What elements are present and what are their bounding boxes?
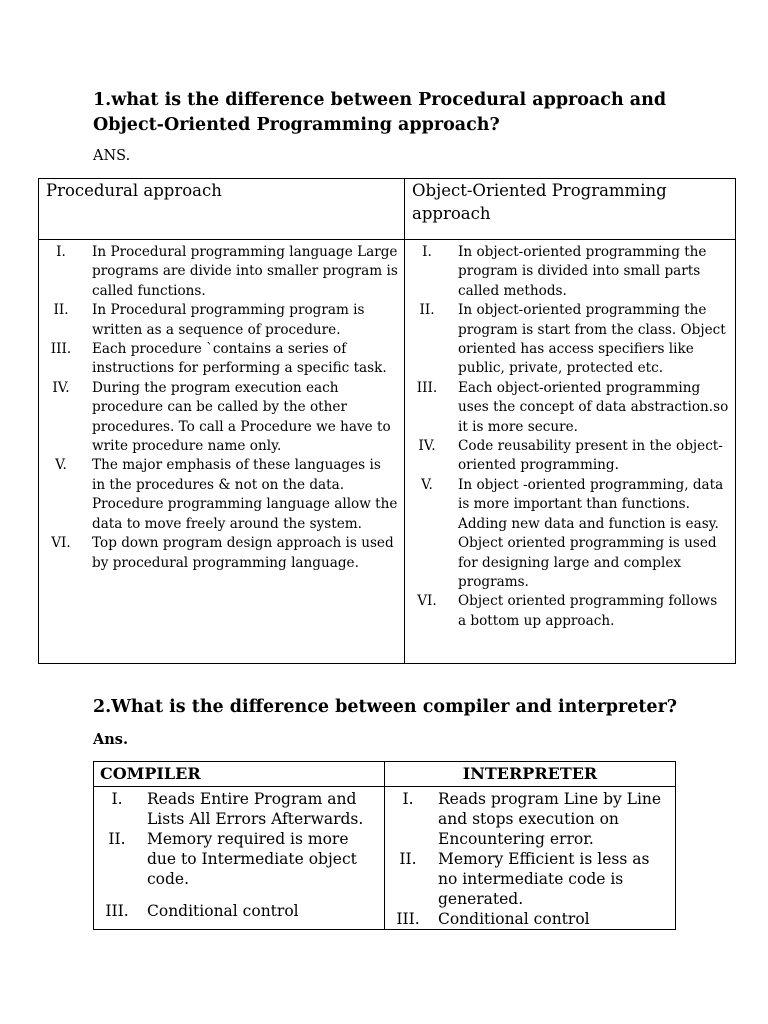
item-number: III.	[105, 902, 129, 920]
procedural-list	[39, 243, 404, 573]
item-text: In Procedural programming program is written as a sequence of procedure.	[92, 302, 365, 338]
compiler-header: COMPILER	[94, 762, 385, 787]
compiler-vs-interpreter-table	[93, 761, 676, 930]
question-1-answer-label: ANS.	[93, 148, 131, 164]
list-item	[405, 243, 735, 301]
oop-header: Object-Oriented Programming approach	[405, 179, 736, 240]
procedural-vs-oop-table	[38, 178, 736, 664]
list-item	[405, 379, 735, 437]
item-text: Object oriented programming follows a bottom up approach.	[458, 593, 718, 629]
question-1-title	[93, 88, 666, 138]
list-item	[94, 901, 384, 921]
list-item	[385, 849, 675, 909]
list-item	[94, 829, 384, 889]
item-number: II.	[53, 302, 69, 319]
list-item	[405, 476, 735, 592]
item-number: V.	[421, 476, 433, 493]
item-number: I.	[422, 244, 432, 260]
item-number: VI.	[417, 593, 437, 610]
item-number: IV.	[52, 379, 70, 396]
item-number: II.	[419, 302, 435, 319]
list-item	[39, 534, 404, 573]
item-number: III.	[396, 910, 420, 928]
compiler-cell	[94, 787, 385, 930]
procedural-header: Procedural approach	[39, 179, 405, 240]
question-1-title-line1: 1.what is the difference between Procedural approach and	[93, 90, 667, 110]
list-item	[385, 909, 675, 929]
list-item	[405, 301, 735, 379]
question-1-title-line2: Object-Oriented Programming approach?	[93, 115, 500, 135]
item-text: In object-oriented programming the program is start from the class. Object oriented has access specifiers like public, private, protected etc.	[458, 302, 726, 377]
item-text: The major emphasis of these languages is in the procedures & not on the data. Procedure programming language allow the data to move freely around the system.	[92, 457, 398, 532]
item-text: Top down program design approach is used by procedural programming language.	[92, 535, 394, 571]
list-item	[39, 243, 404, 301]
question-2-title: 2.What is the difference between compiler and interpreter?	[93, 697, 678, 717]
item-number: IV.	[418, 438, 436, 455]
list-item	[94, 789, 384, 829]
oop-cell	[405, 240, 736, 664]
item-number: I.	[402, 790, 414, 808]
item-text: Memory required is more due to Intermediate object code.	[147, 830, 357, 888]
item-text: Conditional control	[147, 902, 299, 920]
item-text: Memory Efficient is less as no intermediate code is generated.	[438, 850, 650, 908]
procedural-cell	[39, 240, 405, 664]
list-item	[39, 379, 404, 457]
item-number: I.	[111, 790, 123, 808]
interpreter-cell	[385, 787, 676, 930]
item-number: II.	[399, 850, 417, 868]
item-text: Reads Entire Program and Lists All Errors Afterwards.	[147, 790, 364, 828]
question-2-answer-label: Ans.	[93, 731, 129, 748]
compiler-list	[94, 789, 384, 921]
item-text: Each object-oriented programming uses the concept of data abstraction.so it is more secure.	[458, 379, 729, 435]
item-text: Each procedure `contains a series of instructions for performing a specific task.	[92, 341, 387, 377]
item-text: In object-oriented programming the program is divided into small parts called methods.	[458, 244, 707, 299]
item-number: III.	[416, 379, 438, 396]
item-number: VI.	[51, 535, 71, 552]
item-number: III.	[50, 341, 72, 358]
item-text: Code reusability present in the object-oriented programming.	[458, 438, 723, 474]
item-number: V.	[55, 457, 67, 474]
list-item	[405, 592, 735, 631]
item-text: In object -oriented programming, data is more important than functions. Adding new data and function is easy. Object oriented programming is used for designing large and complex programs.	[458, 476, 724, 590]
interpreter-header: INTERPRETER	[385, 762, 676, 787]
item-number: I.	[56, 244, 66, 260]
oop-list	[405, 243, 735, 631]
item-text: Conditional control	[438, 910, 590, 928]
item-number: II.	[108, 830, 126, 848]
list-item	[39, 301, 404, 340]
list-item	[405, 437, 735, 476]
list-item	[385, 789, 675, 849]
interpreter-list	[385, 789, 675, 929]
item-text: Reads program Line by Line and stops execution on Encountering error.	[438, 790, 662, 848]
list-item	[39, 456, 404, 534]
item-text: In Procedural programming language Large programs are divide into smaller program is called functions.	[92, 244, 398, 299]
list-item	[39, 340, 404, 379]
item-text: During the program execution each procedure can be called by the other procedures. To call a Procedure we have to write procedure name only.	[92, 379, 391, 455]
